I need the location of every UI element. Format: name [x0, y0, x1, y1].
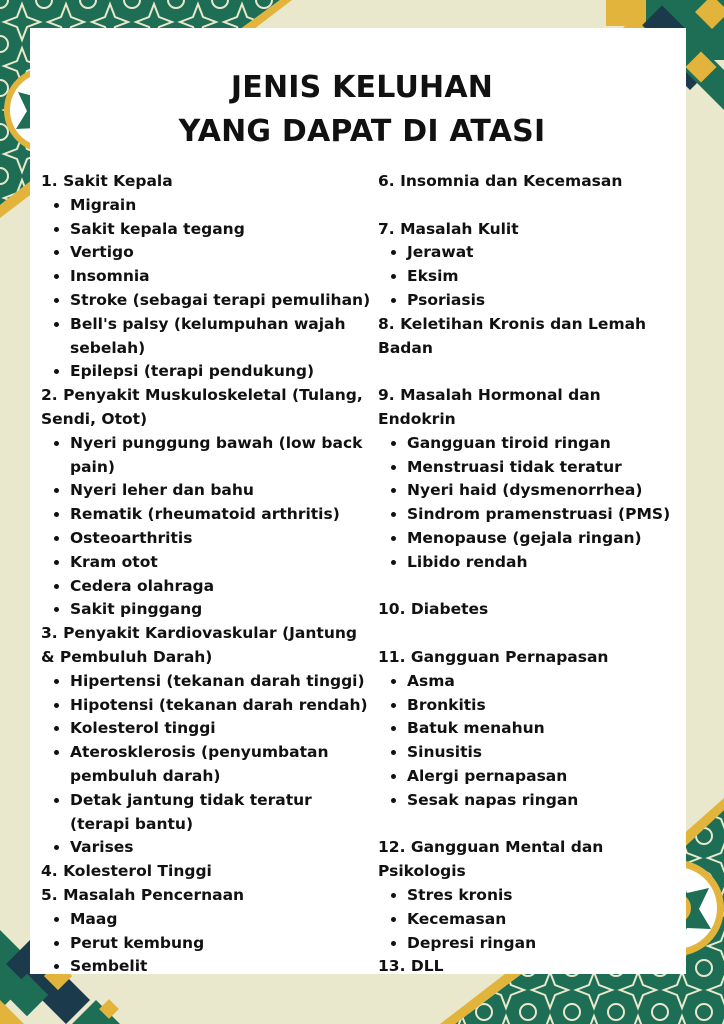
list-item: • Stres kronis: [407, 884, 683, 908]
list-item: • Bell's palsy (kelumpuhan wajah sebelah): [70, 313, 374, 361]
list-item: • Nyeri haid (dysmenorrhea): [407, 479, 683, 503]
section-8: [378, 313, 683, 361]
list-item: • Menopause (gejala ringan): [407, 527, 683, 551]
section-6: [378, 170, 683, 194]
left-column: [41, 170, 374, 979]
spacer: [378, 813, 683, 837]
list-item: • Osteoarthritis: [70, 527, 374, 551]
sub-list: [378, 884, 683, 955]
spacer: [378, 194, 683, 218]
list-item: • Stroke (sebagai terapi pemulihan): [70, 289, 374, 313]
list-item: • Nyeri punggung bawah (low back pain): [70, 432, 374, 480]
list-item: • Hipotensi (tekanan darah rendah): [70, 694, 374, 718]
title-line-2: YANG DAPAT DI ATASI: [178, 114, 546, 149]
section-heading: 1. Sakit Kepala: [41, 172, 173, 190]
list-item: • Epilepsi (terapi pendukung): [70, 360, 374, 384]
list-item: • Vertigo: [70, 241, 374, 265]
section-7: [378, 218, 683, 313]
right-column: [378, 170, 683, 979]
section-heading: 7. Masalah Kulit: [378, 219, 519, 238]
list-item: • Aterosklerosis (penyumbatan pembuluh darah): [70, 741, 374, 789]
section-10: [378, 598, 683, 622]
section-2: [41, 384, 374, 622]
spacer: [378, 622, 683, 646]
list-item: • Depresi ringan: [407, 932, 683, 956]
section-heading: 6. Insomnia dan Kecemasan: [378, 172, 623, 190]
list-item: • Gangguan tiroid ringan: [407, 432, 683, 456]
section-heading: 2. Penyakit Muskuloskeletal (Tulang, Sendi, Otot): [41, 386, 363, 428]
spacer: [378, 360, 683, 384]
list-item: • Cedera olahraga: [70, 575, 374, 599]
list-item: • Kolesterol tinggi: [70, 717, 374, 741]
section-5: [41, 884, 374, 979]
list-item: • Libido rendah: [407, 551, 683, 575]
sub-list: [41, 194, 374, 384]
sub-list: [41, 432, 374, 622]
page-title: [0, 66, 724, 154]
list-item: • Alergi pernapasan: [407, 765, 683, 789]
list-item: • Migrain: [70, 194, 374, 218]
list-item: • Sembelit: [70, 955, 374, 979]
list-item: • Bronkitis: [407, 694, 683, 718]
section-heading: 11. Gangguan Pernapasan: [378, 647, 609, 666]
list-item: • Psoriasis: [407, 289, 683, 313]
section-9: [378, 384, 683, 574]
section-heading: 4. Kolesterol Tinggi: [41, 862, 212, 881]
list-item: • Sesak napas ringan: [407, 789, 683, 813]
list-item: • Kecemasan: [407, 908, 683, 932]
sub-list: [378, 241, 683, 312]
section-heading: 3. Penyakit Kardiovaskular (Jantung & Pembuluh Darah): [41, 624, 358, 666]
list-item: • Eksim: [407, 265, 683, 289]
section-13: [378, 955, 683, 979]
list-item: • Sindrom pramenstruasi (PMS): [407, 503, 683, 527]
list-item: • Sakit pinggang: [70, 598, 374, 622]
section-11: [378, 646, 683, 813]
section-3: [41, 622, 374, 860]
sub-list: [41, 908, 374, 979]
section-4: [41, 860, 374, 884]
list-item: • Asma: [407, 670, 683, 694]
section-heading: 10. Diabetes: [378, 600, 489, 619]
list-item: • Rematik (rheumatoid arthritis): [70, 503, 374, 527]
list-item: • Hipertensi (tekanan darah tinggi): [70, 670, 374, 694]
section-heading: 5. Masalah Pencernaan: [41, 885, 245, 904]
section-heading: 8. Keletihan Kronis dan Lemah Badan: [378, 314, 647, 357]
list-item: • Sinusitis: [407, 741, 683, 765]
list-item: • Jerawat: [407, 241, 683, 265]
sub-list: [378, 670, 683, 813]
list-item: • Kram otot: [70, 551, 374, 575]
sub-list: [41, 670, 374, 860]
section-heading: 9. Masalah Hormonal dan Endokrin: [378, 386, 601, 428]
list-item: • Sakit kepala tegang: [70, 218, 374, 242]
list-item: • Detak jantung tidak teratur (terapi bantu): [70, 789, 374, 837]
list-item: • Menstruasi tidak teratur: [407, 456, 683, 480]
list-item: • Nyeri leher dan bahu: [70, 479, 374, 503]
list-item: • Batuk menahun: [407, 717, 683, 741]
section-heading: 12. Gangguan Mental dan Psikologis: [378, 838, 604, 881]
list-item: • Maag: [70, 908, 374, 932]
section-heading: 13. DLL: [378, 957, 444, 976]
spacer: [378, 575, 683, 599]
title-line-1: JENIS KELUHAN: [230, 70, 494, 105]
section-12: [378, 836, 683, 955]
section-1: [41, 170, 374, 384]
sub-list: [378, 432, 683, 575]
list-item: • Insomnia: [70, 265, 374, 289]
list-item: • Varises: [70, 836, 374, 860]
list-item: • Perut kembung: [70, 932, 374, 956]
